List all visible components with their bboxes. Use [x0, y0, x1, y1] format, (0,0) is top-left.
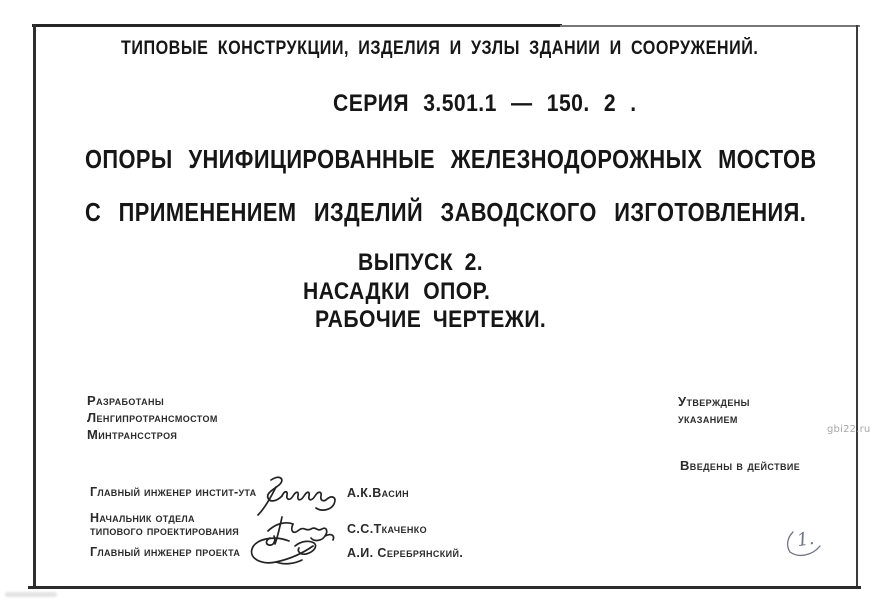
frame-border-top-right-segment — [560, 25, 860, 27]
subtitle-line1: НАСАДКИ ОПОР. — [303, 278, 491, 305]
frame-border-left — [33, 24, 36, 589]
document-category-header: ТИПОВЫЕ КОНСТРУКЦИИ, ИЗДЕЛИЯ И УЗЛЫ ЗДАНИИ И СООРУЖЕНИЙ. — [121, 38, 759, 59]
main-title-line1: ОПОРЫ УНИФИЦИРОВАННЫЕ ЖЕЛЕЗНОДОРОЖНЫХ МОСТОВ — [85, 144, 817, 174]
signature-role-chief-engineer-institute: Главный инженер инстит-ута — [90, 485, 257, 499]
signature-serebryanskiy-ink — [246, 533, 326, 571]
developed-by-label: Разработаны — [87, 393, 165, 408]
effective-line: Введены в действие — [680, 458, 801, 473]
page-number-digit: 1. — [795, 527, 816, 552]
signature-name-serebryanskiy: А.И. Серебрянский. — [347, 546, 464, 560]
frame-border-bottom — [28, 586, 861, 589]
approved-line2: указанием — [678, 411, 738, 426]
approved-block — [678, 393, 750, 427]
signature-role-department-head-line2: типового проектирования — [90, 524, 239, 538]
scan-smudge — [5, 592, 57, 597]
handwritten-page-number — [782, 527, 828, 561]
developed-by-block — [87, 392, 218, 443]
signature-role-chief-project-engineer: Главный инженер проекта — [90, 545, 241, 559]
main-title-line2: С ПРИМЕНЕНИЕМ ИЗДЕЛИЙ ЗАВОДСКОГО ИЗГОТОВЛЕНИЯ. — [85, 197, 807, 227]
approved-line1: Утверждены — [678, 394, 750, 409]
signature-role-department-head — [90, 512, 239, 538]
signature-name-vasin: А.К.Васин — [347, 486, 409, 500]
signature-name-tkachenko: С.С.Ткаченко — [347, 522, 428, 536]
developed-by-org2: Минтрансстроя — [87, 427, 178, 442]
issue-number-line: ВЫПУСК 2. — [358, 249, 484, 276]
series-number-line: СЕРИЯ 3.501.1 — 150. 2 . — [333, 90, 637, 117]
subtitle-line2: РАБОЧИЕ ЧЕРТЕЖИ. — [315, 306, 547, 333]
site-watermark: gbi22.ru — [827, 424, 871, 435]
developed-by-org1: Ленгипротрансмостом — [87, 410, 218, 425]
frame-border-top-left-segment — [32, 24, 562, 27]
signature-role-department-head-line1: Начальник отдела — [90, 511, 195, 525]
frame-border-right — [856, 25, 858, 589]
